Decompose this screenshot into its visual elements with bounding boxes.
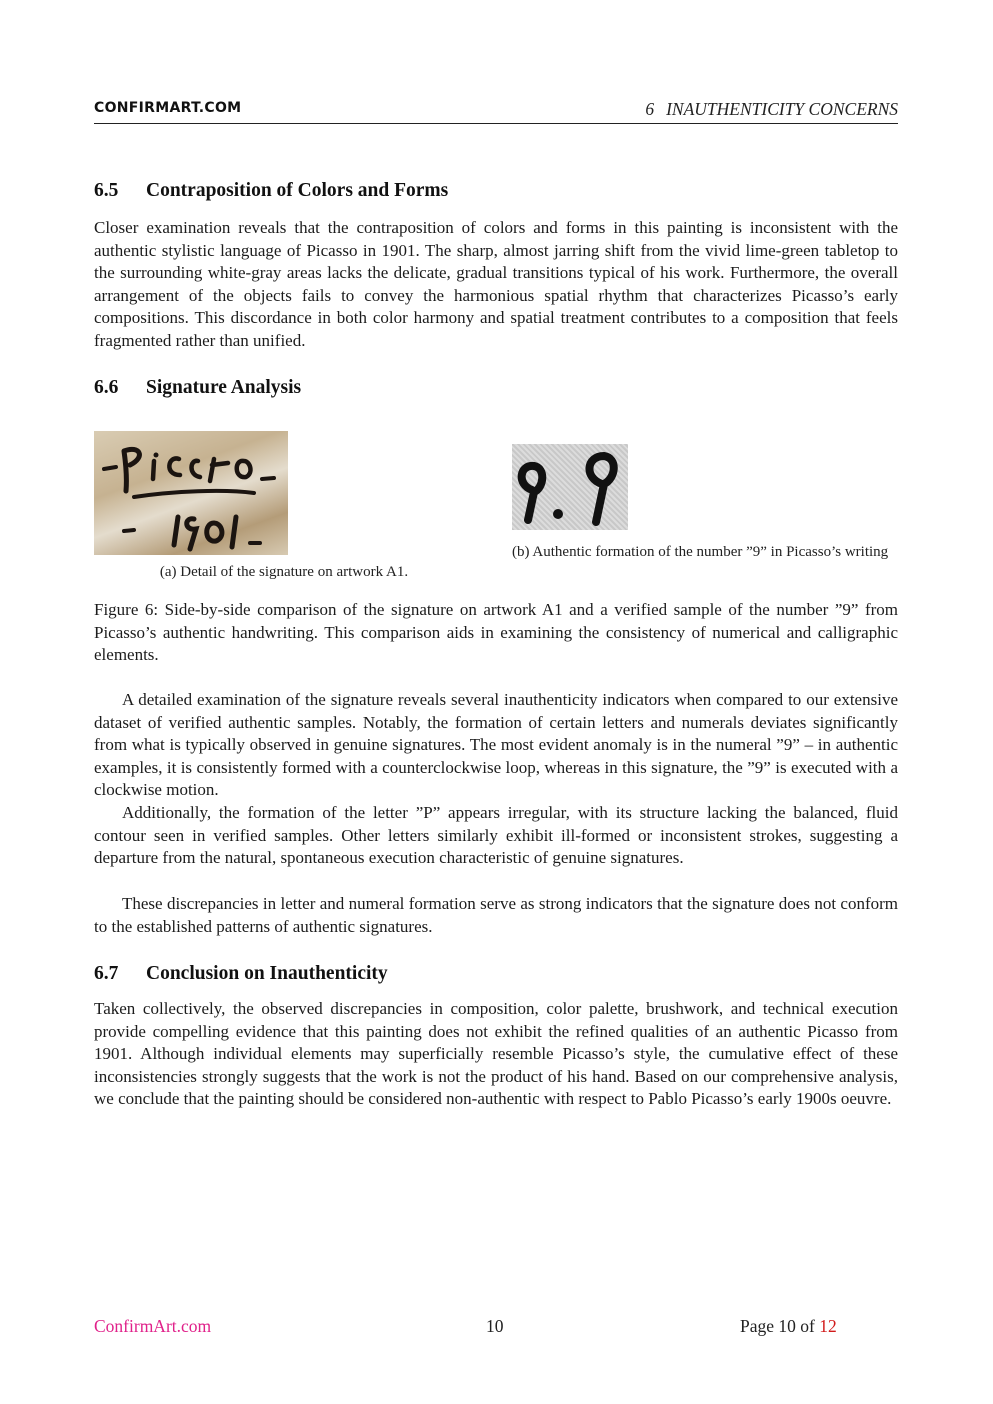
section-title: Contraposition of Colors and Forms (146, 180, 449, 201)
section-heading-6-7 (94, 963, 388, 985)
running-section-number: 6 (645, 99, 655, 119)
subfigure-b-caption: (b) Authentic formation of the number ”9” in Picasso’s writing (512, 544, 889, 560)
footer-page-prefix: Page 10 of (740, 1316, 815, 1336)
signature-photo (94, 431, 288, 555)
running-section-title (645, 99, 898, 120)
section-number: 6.5 (94, 180, 119, 201)
signature-handwriting-image (94, 431, 288, 555)
paragraph: Taken collectively, the observed discrepancies in composition, color palette, brushwork, and technical execution provide compelling evidence that this painting does not exhibit the refined qualities of an authentic Picasso from 1901. Although individual elements may superficially resemble Picasso’s style, the cumulative effect of these inconsistencies strongly suggests that the work is not the product of his hand. Based on our comprehensive analysis, we conclude that the painting should be considered non-authentic with respect to Pablo Picasso’s early 1900s oeuvre. (94, 999, 898, 1109)
handwritten-nine-image (512, 444, 628, 530)
number-nine-sample-image (512, 444, 628, 530)
section-title: Conclusion on Inauthenticity (146, 963, 388, 984)
paragraph: Additionally, the formation of the letter ”P” appears irregular, with its structure lacking the balanced, fluid contour seen in verified samples. Other letters similarly exhibit ill-formed or inconsistent strokes, suggesting a departure from the natural, spontaneous execution characteristic of genuine signatures. (94, 803, 898, 868)
running-header (94, 99, 898, 124)
section-heading-6-6 (94, 377, 301, 399)
footer-site-link[interactable]: ConfirmArt.com (94, 1316, 212, 1336)
subfigure-a-caption: (a) Detail of the signature on artwork A1. (159, 564, 409, 580)
section-heading-6-5 (94, 180, 448, 202)
paragraph: Closer examination reveals that the contraposition of colors and forms in this painting is inconsistent with the authentic stylistic language of Picasso in 1901. The sharp, almost jarring shift from the vivid lime-green tabletop to the surrounding white-gray areas lacks the delicate, gradual transitions typical of his work. Furthermore, the overall arrangement of the objects fails to convey the harmonious spatial rhythm that characterizes Picasso’s early compositions. This discordance in both color harmony and spatial treatment contributes to a composition that feels fragmented rather than unified. (94, 218, 898, 350)
confirmart-logo: CONFIRMART.COM (94, 100, 242, 116)
figure-caption: Figure 6: Side-by-side comparison of the signature on artwork A1 and a verified sample of the number ”9” from Picasso’s authentic handwriting. This comparison aids in examining the consistency of numerical and calligraphic elements. (94, 600, 898, 665)
paragraph: A detailed examination of the signature reveals several inauthenticity indicators when compared to our extensive dataset of verified authentic samples. Notably, the formation of certain letters and numerals deviates significantly from what is typically observed in genuine signatures. The most evident anomaly is in the numeral ”9” – in authentic examples, it is consistently formed with a counterclockwise loop, whereas in this signature, the ”9” is executed with a clockwise motion. (94, 690, 898, 800)
running-section-label: INAUTHENTICITY CONCERNS (666, 99, 898, 119)
section-number: 6.7 (94, 963, 119, 984)
section-number: 6.6 (94, 377, 119, 398)
section-title: Signature Analysis (146, 377, 302, 398)
paragraph: These discrepancies in letter and numeral formation serve as strong indicators that the signature does not conform to the established patterns of authentic signatures. (94, 894, 898, 936)
footer-page-number: 10 (486, 1316, 504, 1336)
footer-page-count (740, 1316, 837, 1337)
footer-page-total-link[interactable]: 12 (819, 1316, 837, 1336)
